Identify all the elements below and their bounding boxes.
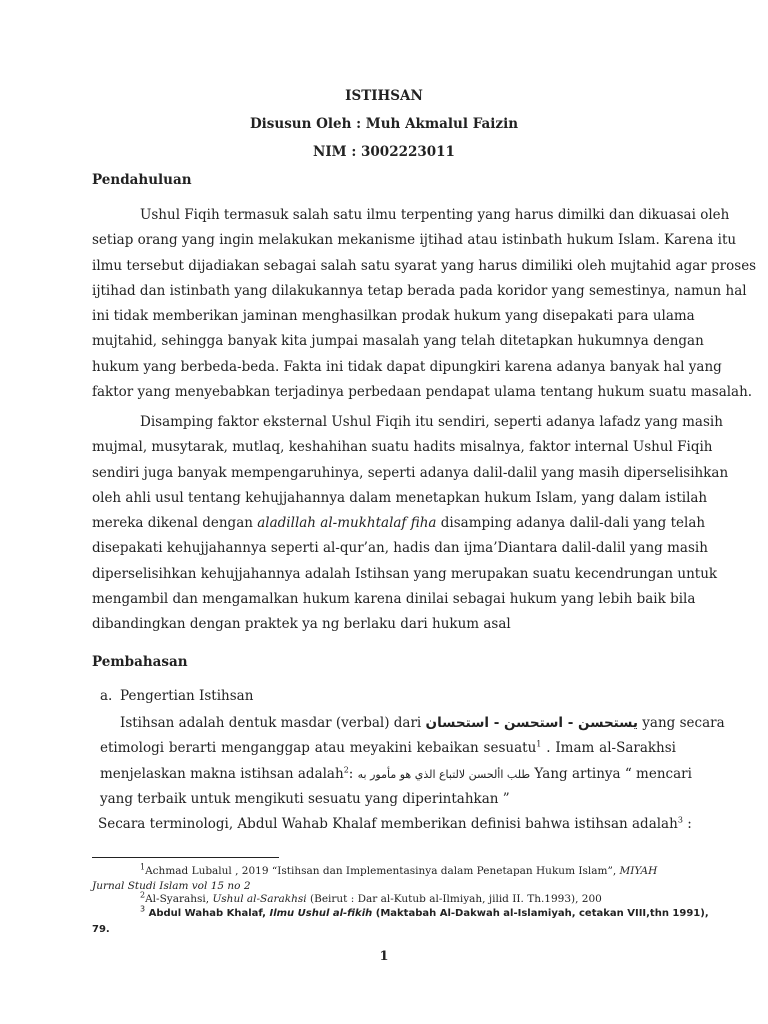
footnote-ref[interactable]: 3 xyxy=(677,815,683,825)
paragraph-line: mujmal, musytarak, mutlaq, keshahihan suatu hadits misalnya, faktor internal Ushul Fiqih xyxy=(92,439,713,456)
paragraph-line: diperselisihkan kehujjahannya adalah Istihsan yang merupakan suatu kecendrungan untuk xyxy=(92,565,718,582)
text-run: mereka dikenal dengan xyxy=(92,515,258,532)
footnote-number: 1 xyxy=(140,862,146,872)
text-run: Yang artinya “ mencari xyxy=(534,765,692,782)
paragraph-line: mujtahid, sehingga banyak kita jumpai masalah yang telah ditetapkan hukumnya dengan xyxy=(92,333,704,350)
arabic-text: طلب األحسن لالتباع الذي هو مأمور به xyxy=(357,767,531,781)
italic-term: Jurnal Studi Islam vol 15 no 2 xyxy=(92,880,251,892)
footnote-1 xyxy=(140,862,658,877)
footnote-ref[interactable]: 2 xyxy=(343,765,349,775)
paragraph-line: faktor yang menyebabkan terjadinya perbedaan pendapat ulama tentang hukum suatu masalah. xyxy=(92,384,753,401)
footnote-3-continued: 79. xyxy=(92,924,110,935)
nim-line: NIM : 3002223011 xyxy=(313,144,455,160)
footnote-number: 2 xyxy=(140,890,146,900)
paragraph-line: disepakati kehujjahannya seperti al-qur’an, hadis dan ijma’Diantara dalil-dalil yang masih xyxy=(92,540,708,557)
section-heading-pembahasan: Pembahasan xyxy=(92,654,188,670)
italic-term: Ushul al-Sarakhsi xyxy=(212,893,307,905)
subsection-title: Pengertian Istihsan xyxy=(120,688,254,704)
text-run: etimologi berarti menganggap atau meyakini kebaikan sesuatu xyxy=(100,740,537,757)
arabic-text: يستحسن - استحسن - استحسان xyxy=(425,715,638,731)
text-run: Achmad Lubalul , 2019 “Istihsan dan Implementasinya dalam Penetapan Hukum Islam”, xyxy=(145,865,620,877)
paragraph-line: dibandingkan dengan praktek ya ng berlaku dari hukum asal xyxy=(92,616,511,633)
list-item-marker: a. xyxy=(100,688,113,704)
document-title: ISTIHSAN xyxy=(345,88,423,104)
paragraph-line: Ushul Fiqih termasuk salah satu ilmu terpenting yang harus dimilki dan dikuasai oleh xyxy=(140,207,730,223)
text-run: Istihsan adalah dentuk masdar (verbal) dari xyxy=(120,715,426,731)
paragraph-line xyxy=(98,812,692,837)
paragraph-line xyxy=(100,736,676,761)
text-run: yang secara xyxy=(638,715,725,731)
paragraph-line xyxy=(100,762,692,787)
paragraph-line: Disamping faktor eksternal Ushul Fiqih itu sendiri, seperti adanya lafadz yang masih xyxy=(140,414,723,430)
paragraph-line: mengambil dan mengamalkan hukum karena dinilai sebagai hukum yang lebih baik bila xyxy=(92,591,696,608)
footnote-2 xyxy=(140,890,602,905)
italic-term: Ilmu Ushul al-fikih xyxy=(269,908,373,919)
paragraph-line: setiap orang yang ingin melakukan mekanisme ijtihad atau istinbath hukum Islam. Karena itu xyxy=(92,232,737,249)
text-run: Abdul Wahab Khalaf, xyxy=(145,908,270,919)
page-number: 1 xyxy=(379,949,389,964)
paragraph-pendahuluan-2 xyxy=(92,410,729,638)
text-run: disamping adanya dalil-dali yang telah xyxy=(436,515,706,532)
text-run: (Maktabah Al-Dakwah al-Islamiyah, cetakan VIII,thn 1991), xyxy=(372,908,709,919)
text-run: . Imam al-Sarakhsi xyxy=(541,740,676,757)
footnote-number: 3 xyxy=(140,904,146,914)
paragraph-line xyxy=(92,511,706,536)
paragraph-line: sendiri juga banyak mempengaruhinya, seperti adanya dalil-dalil yang masih diperselisihkan xyxy=(92,464,729,481)
text-run: Secara terminologi, Abdul Wahab Khalaf memberikan definisi bahwa istihsan adalah xyxy=(98,816,678,833)
text-run: : xyxy=(348,765,354,782)
footnote-3 xyxy=(140,904,709,919)
paragraph-pengertian xyxy=(98,711,725,837)
text-run: menjelaskan makna istihsan adalah xyxy=(100,765,344,782)
italic-term: MIYAH xyxy=(619,865,658,877)
footnote-separator xyxy=(92,857,279,858)
paragraph-line: ini tidak memberikan jaminan menghasilkan prodak hukum yang disepakati para ulama xyxy=(92,308,695,325)
italic-term: aladillah al-mukhtalaf fiha xyxy=(257,515,437,532)
footnote-ref[interactable]: 1 xyxy=(536,739,542,749)
paragraph-pendahuluan-1 xyxy=(92,203,757,405)
paragraph-line: ijtihad dan istinbath yang dilakukannya tetap berada pada koridor yang semestinya, namun hal xyxy=(92,282,747,299)
text-run: : xyxy=(682,816,692,833)
section-heading-pendahuluan: Pendahuluan xyxy=(92,172,192,188)
text-run: (Beirut : Dar al-Kutub al-Ilmiyah, jilid II. Th.1993), 200 xyxy=(306,893,602,905)
paragraph-line: ilmu tersebut dijadiakan sebagai salah satu syarat yang harus dimiliki oleh mujtahid agar proses xyxy=(92,257,757,274)
footnote-1-continued xyxy=(92,880,251,892)
text-run: Al-Syarahsi, xyxy=(145,893,213,905)
paragraph-line: oleh ahli usul tentang kehujjahannya dalam menetapkan hukum Islam, yang dalam istilah xyxy=(92,489,708,506)
author-line: Disusun Oleh : Muh Akmalul Faizin xyxy=(249,116,519,132)
paragraph-line: yang terbaik untuk mengikuti sesuatu yang diperintahkan ” xyxy=(100,790,510,807)
paragraph-line xyxy=(100,711,725,736)
paragraph-line: hukum yang berbeda-beda. Fakta ini tidak dapat dipungkiri karena adanya banyak hal yang xyxy=(92,358,722,375)
